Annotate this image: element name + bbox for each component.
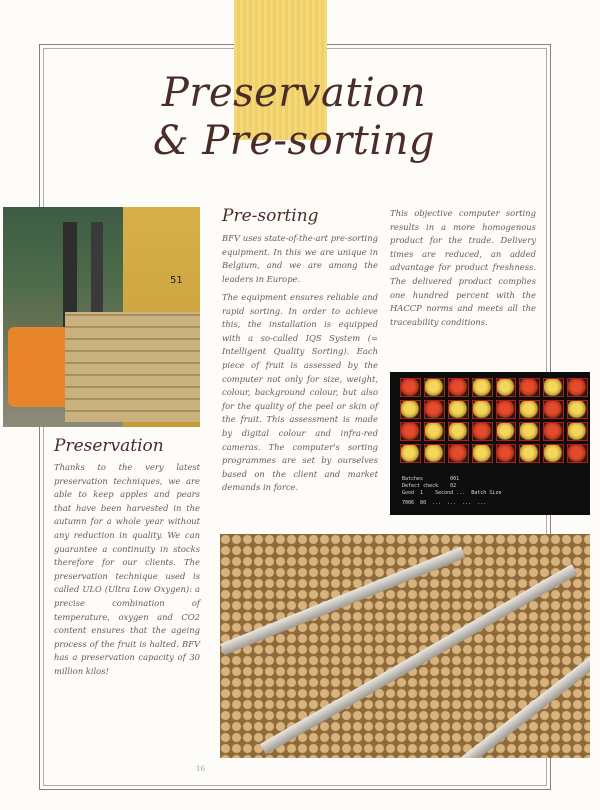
preservation-heading: Preservation — [54, 436, 164, 456]
screen-text-line-1: Batches 001 — [402, 476, 460, 482]
page-title-line1: Preservation — [161, 70, 427, 116]
sorting-computer-screen — [390, 372, 590, 515]
camera-fruit-grid — [400, 378, 588, 463]
presorting-paragraph-1: BFV uses state-of-the-art pre-sorting equipment. In this we are unique in Belgium, and we are among the leaders in Europe. — [222, 233, 378, 284]
bay-number: 51 — [170, 275, 183, 286]
screen-text-line-3: Good 1 Second ... Batch Size — [402, 490, 502, 496]
presorting-paragraph-3: This objective computer sorting results in a more homogenous product for the trade. Delivery times are reduced, an added advantage for product freshness. The delivered product complies one hundred percent with the HACCP norms and meets all the traceability conditions. — [390, 208, 536, 327]
fruit-conveyor-photo — [220, 534, 590, 758]
conveyor-rail-3 — [460, 635, 590, 758]
screen-text-line-4: 7006 80 ... ... ... ... — [402, 500, 487, 506]
forklift-photo — [3, 207, 200, 427]
conveyor-rail-1 — [220, 547, 466, 656]
fruit-crates — [65, 312, 200, 422]
page-number: 16 — [196, 765, 205, 773]
preservation-paragraph: Thanks to the very latest preservation techniques, we are able to keep apples and pears that have been harvested in the autumn for a whole year without any reduction in quality. We can guarantee a continuity in stocks therefore for our clients. The preservation technique used is called ULO (Ultra Low Oxygen): a precise combination of temperature, oxygen and CO2 content ensures that the ageing process of the fruit is halted. BFV has a preservation capacity of 30 million kilos! — [54, 462, 200, 676]
page-title-line2: & Pre-sorting — [152, 118, 435, 164]
screen-text-line-2: Defect check 02 — [402, 483, 457, 489]
presorting-paragraph-2: The equipment ensures reliable and rapid sorting. In order to achieve this, the installation is equipped with a so-called IQS System (= Intelligent Quality Sorting). Each piece of fruit is assessed by the computer not only for size, weight, colour, background colour, but also for the quality of the peel or skin of the fruit. This assessment is made by digital colour and infra-red cameras. The computer's sorting programmes are set by ourselves based on the client and market demands in force. — [222, 292, 378, 493]
conveyor-rail-2 — [260, 564, 578, 754]
presorting-heading: Pre-sorting — [222, 206, 319, 226]
